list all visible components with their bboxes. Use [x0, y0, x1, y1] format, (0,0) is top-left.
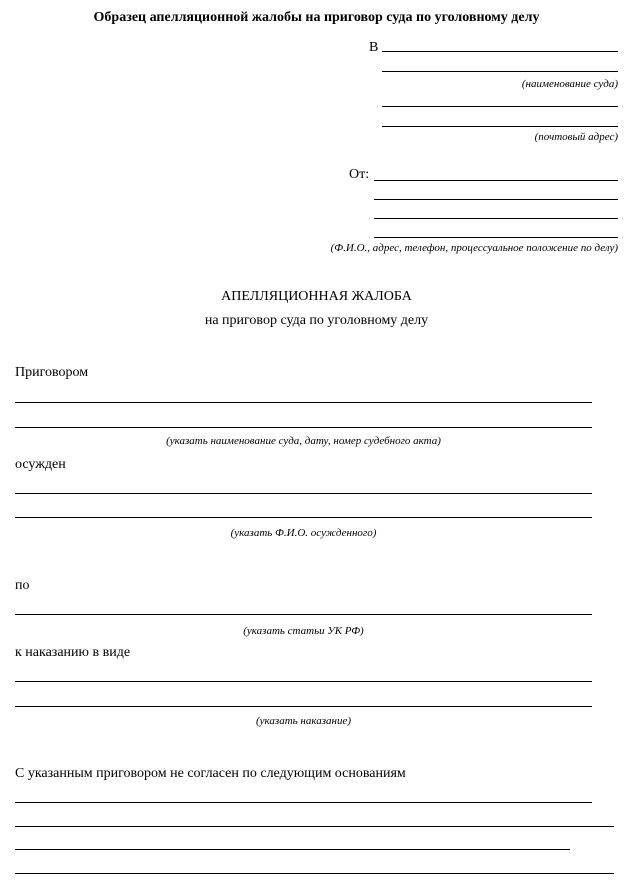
disagreement-label: С указанным приговором не согласен по следующим основаниям — [15, 766, 406, 781]
postal-address-hint: (почтовый адрес) — [534, 131, 618, 143]
court-name-line-2[interactable] — [382, 71, 618, 72]
sentence-label: к наказанию в виде — [15, 645, 131, 660]
verdict-label: Приговором — [15, 365, 89, 380]
article-hint: (указать статьи УК РФ) — [243, 625, 364, 637]
postal-address-line-1[interactable] — [382, 106, 618, 107]
sentence-hint: (указать наказание) — [255, 715, 352, 727]
document-title: Образец апелляционной жалобы на приговор суда по уголовному делу — [93, 10, 540, 25]
court-name-line-1[interactable] — [382, 51, 618, 52]
verdict-hint: (указать наименование суда, дату, номер судебного акта) — [166, 435, 441, 447]
convicted-hint: (указать Ф.И.О. осужденного) — [230, 527, 377, 539]
grounds-line-3[interactable] — [15, 849, 570, 850]
to-label: В — [369, 40, 379, 55]
convicted-line-1[interactable] — [15, 493, 592, 494]
verdict-line-2[interactable] — [15, 427, 592, 428]
court-name-hint: (наименование суда) — [521, 78, 618, 90]
grounds-line-2[interactable] — [15, 826, 614, 827]
applicant-line-4[interactable] — [374, 237, 618, 238]
article-line-1[interactable] — [15, 614, 592, 615]
applicant-line-2[interactable] — [374, 199, 618, 200]
grounds-line-4[interactable] — [15, 873, 614, 874]
grounds-line-1[interactable] — [15, 802, 592, 803]
convicted-label: осужден — [15, 457, 66, 472]
verdict-line-1[interactable] — [15, 402, 592, 403]
applicant-line-3[interactable] — [374, 218, 618, 219]
document-subheading: на приговор суда по уголовному делу — [204, 313, 429, 328]
article-label: по — [15, 578, 30, 593]
applicant-hint: (Ф.И.О., адрес, телефон, процессуальное положение по делу) — [330, 242, 618, 254]
postal-address-line-2[interactable] — [382, 126, 618, 127]
sentence-line-1[interactable] — [15, 681, 592, 682]
from-label: От: — [349, 167, 370, 182]
sentence-line-2[interactable] — [15, 706, 592, 707]
document-heading: АПЕЛЛЯЦИОННАЯ ЖАЛОБА — [221, 289, 412, 304]
convicted-line-2[interactable] — [15, 517, 592, 518]
applicant-line-1[interactable] — [374, 180, 618, 181]
